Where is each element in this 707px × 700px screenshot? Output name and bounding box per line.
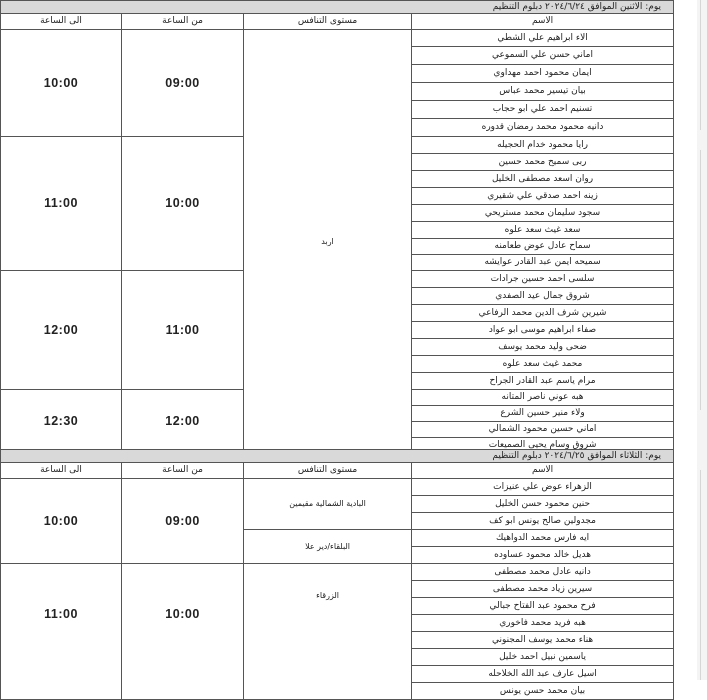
header-to: الى الساعة xyxy=(1,14,122,30)
name-cell: مجدولين صالح يونس ابو كف xyxy=(412,513,674,530)
day2-table xyxy=(0,449,674,700)
name-cell: ايه فارس محمد الدواهيك xyxy=(412,530,674,547)
page-edge xyxy=(697,0,707,680)
name-cell: ولاء منير حسين الشرع xyxy=(412,406,674,422)
name-cell: دانيه عادل محمد مصطفى xyxy=(412,564,674,581)
name-cell: زينه احمد صدقي علي شقيري xyxy=(412,188,674,205)
level-cell: البلقاء/دير علا xyxy=(244,530,412,564)
name-cell: شروق وسام يحيى الصميعات xyxy=(412,438,674,454)
from-time: 11:00 xyxy=(122,271,244,390)
name-cell: فرح محمود عبد الفتاح جبالي xyxy=(412,598,674,615)
header-name: الاسم xyxy=(412,14,674,30)
name-cell: هبه فريد محمد فاخوري xyxy=(412,615,674,632)
to-time: 12:00 xyxy=(1,271,122,390)
to-time: 10:00 xyxy=(1,479,122,564)
name-cell: الزهراء عوض علي عنيزات xyxy=(412,479,674,496)
name-cell: هديل خالد محمود عساوده xyxy=(412,547,674,564)
header-level: مستوى التنافس xyxy=(244,463,412,479)
name-cell: هبه عوني ناصر المتانه xyxy=(412,390,674,406)
name-cell: مرام ياسم عبد القادر الجراح xyxy=(412,373,674,390)
name-cell: محمد غيث سعد علوه xyxy=(412,356,674,373)
name-cell: الاء ابراهيم علي الشطي xyxy=(412,30,674,47)
from-time: 12:00 xyxy=(122,390,244,454)
to-time: 12:30 xyxy=(1,390,122,454)
to-time: 11:00 xyxy=(1,564,122,700)
name-cell: هناء محمد يوسف المجنوني xyxy=(412,632,674,649)
name-cell: سماح عادل عوض طعامنه xyxy=(412,239,674,255)
header-name: الاسم xyxy=(412,463,674,479)
name-cell: صفاء ابراهيم موسى ابو عواد xyxy=(412,322,674,339)
from-time: 10:00 xyxy=(122,137,244,271)
day1-title: يوم: الاثنين الموافق ٢٠٢٤/٦/٢٤ دبلوم التنظيم xyxy=(1,1,674,14)
name-cell: بيان محمد حسن يونس xyxy=(412,683,674,700)
name-cell: تسنيم احمد علي ابو حجاب xyxy=(412,101,674,119)
day2-title: يوم: الثلاثاء الموافق ٢٠٢٤/٦/٢٥ دبلوم التنظيم xyxy=(1,450,674,463)
header-level: مستوى التنافس xyxy=(244,14,412,30)
name-cell: ياسمين نبيل احمد خليل xyxy=(412,649,674,666)
name-cell: اماني حسين محمود الشمالي xyxy=(412,422,674,438)
name-cell: روان اسعد مصطفى الخليل xyxy=(412,171,674,188)
name-cell: اماني حسن علي السموعي xyxy=(412,47,674,65)
to-time: 11:00 xyxy=(1,137,122,271)
name-cell: سميحه ايمن عبد القادر عوايشه xyxy=(412,255,674,271)
from-time: 10:00 xyxy=(122,564,244,700)
header-from: من الساعة xyxy=(122,14,244,30)
name-cell: سيرين زياد محمد مصطفى xyxy=(412,581,674,598)
header-to: الى الساعة xyxy=(1,463,122,479)
level-cell: البادية الشمالية مقيمين xyxy=(244,479,412,530)
name-cell: شروق جمال عيد الصفدي xyxy=(412,288,674,305)
name-cell: شيرين شرف الدين محمد الرفاعي xyxy=(412,305,674,322)
to-time: 10:00 xyxy=(1,30,122,137)
name-cell: ايمان محمود احمد مهداوي xyxy=(412,65,674,83)
name-cell: ربى سميح محمد حسين xyxy=(412,154,674,171)
level-cell: اربد xyxy=(244,30,412,454)
name-cell: بيان تيسير محمد عباس xyxy=(412,83,674,101)
name-cell: سجود سليمان محمد مستريحي xyxy=(412,205,674,222)
header-from: من الساعة xyxy=(122,463,244,479)
from-time: 09:00 xyxy=(122,479,244,564)
level-cell: الزرقاء xyxy=(244,564,412,700)
name-cell: سعد غيث سعد علوه xyxy=(412,222,674,239)
name-cell: اسيل عارف عبد الله الخلاحله xyxy=(412,666,674,683)
from-time: 09:00 xyxy=(122,30,244,137)
name-cell: رايا محمود خدام الحجيله xyxy=(412,137,674,154)
name-cell: ضحى وليد محمد يوسف xyxy=(412,339,674,356)
name-cell: دانيه محمود محمد رمضان قدوره xyxy=(412,119,674,137)
name-cell: سلسى احمد حسين جرادات xyxy=(412,271,674,288)
name-cell: حنين محمود حسن الخليل xyxy=(412,496,674,513)
